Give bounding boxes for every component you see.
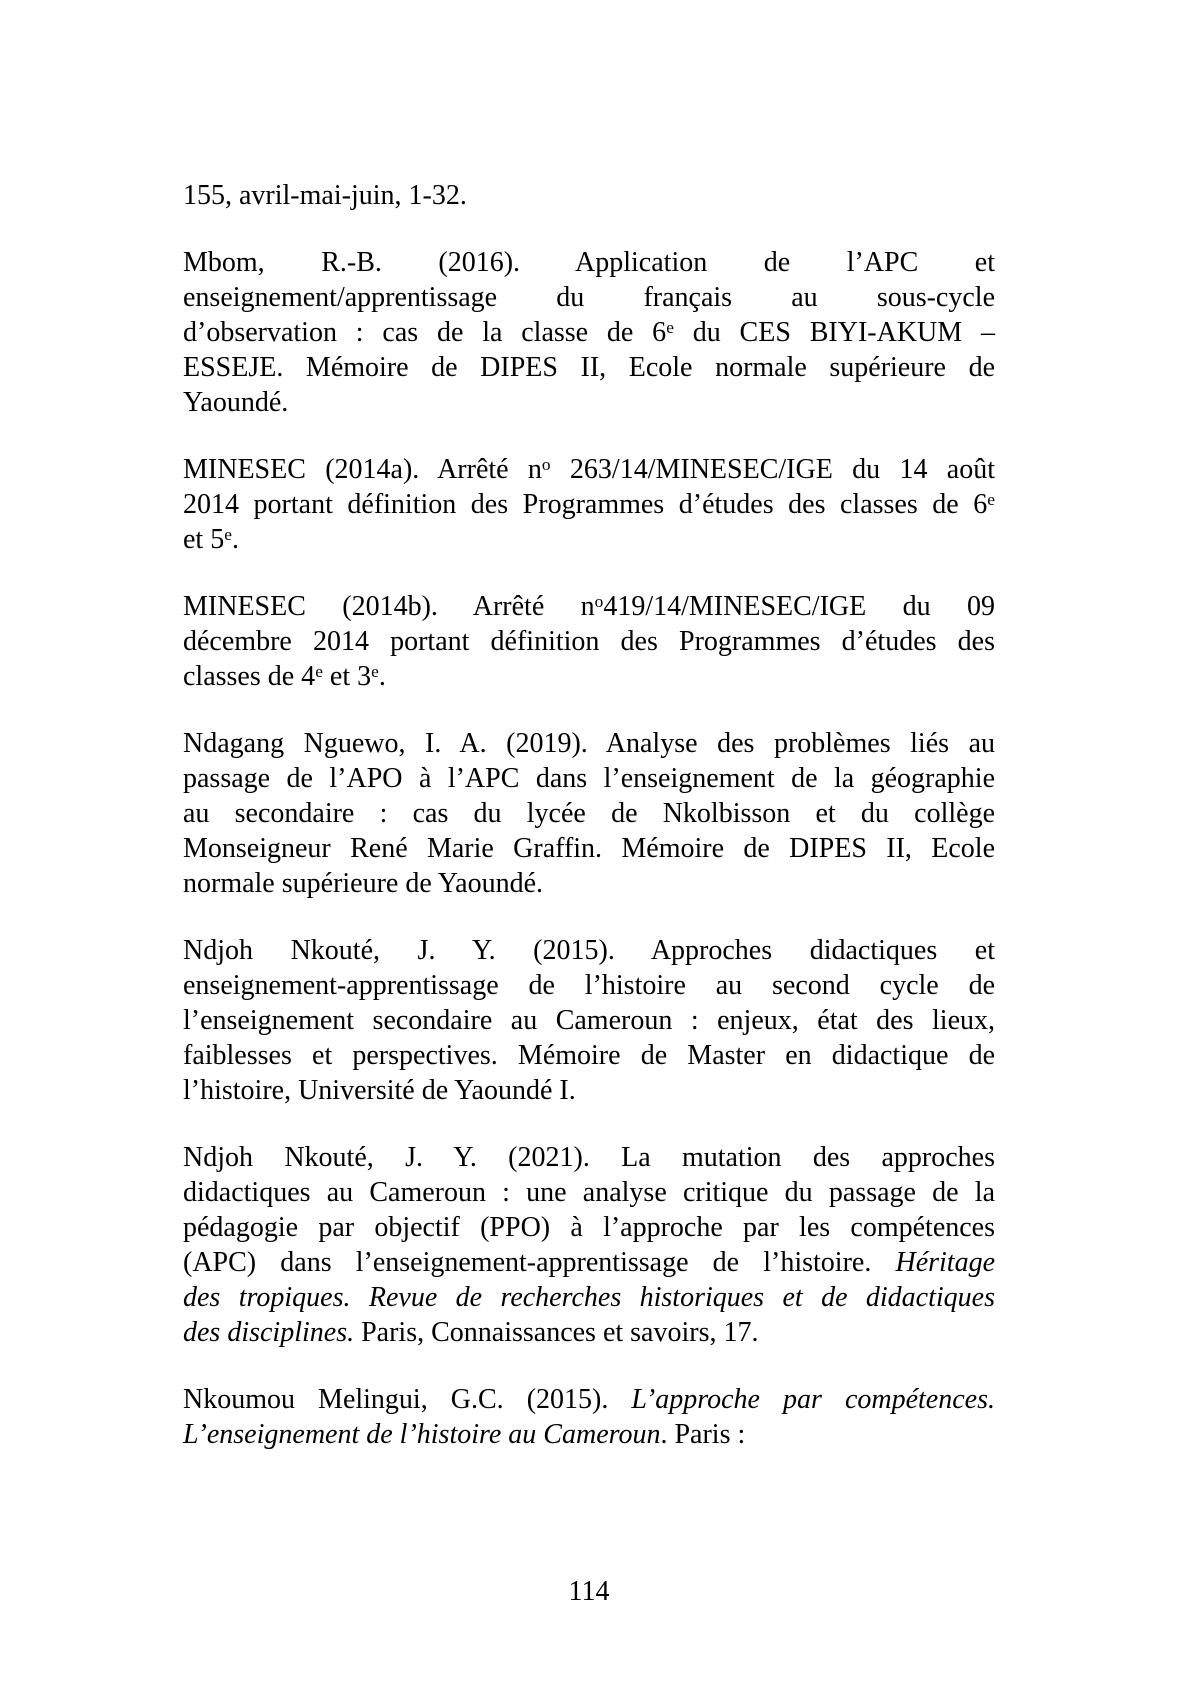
superscript-text: e <box>371 662 379 682</box>
reference-line <box>183 1315 995 1350</box>
text-run: ESSEJE. Mémoire de DIPES II, Ecole normale supérieure de <box>183 352 995 383</box>
text-run: décembre 2014 portant définition des Programmes d’études des <box>183 626 995 657</box>
text-run: . <box>231 524 239 555</box>
text-run: MINESEC (2014b). Arrêté n <box>183 591 595 622</box>
italic-text: des tropiques. Revue de recherches historiques et de didactiques <box>183 1282 995 1313</box>
reference-paragraph <box>183 1140 995 1350</box>
text-run: normale supérieure de Yaoundé. <box>183 868 544 899</box>
text-run: 263/14/MINESEC/IGE du 14 août <box>550 454 996 485</box>
reference-line <box>183 796 995 831</box>
reference-paragraph <box>183 452 995 557</box>
italic-text: L’approche par compétences. <box>631 1384 995 1415</box>
text-run: 2014 portant définition des Programmes d’études des classes de 6 <box>183 489 988 520</box>
superscript-text: e <box>666 318 674 338</box>
reference-line <box>183 1038 995 1073</box>
reference-line <box>183 452 995 487</box>
reference-line <box>183 1417 995 1452</box>
italic-text: Héritage <box>895 1247 995 1278</box>
reference-line <box>183 245 995 280</box>
text-run: MINESEC (2014a). Arrêté n <box>183 454 542 485</box>
superscript-text: e <box>224 525 232 545</box>
text-run: . Paris : <box>660 1419 746 1450</box>
reference-line <box>183 1073 995 1108</box>
text-run: classes de 4 <box>183 661 316 692</box>
reference-line <box>183 933 995 968</box>
text-run: Mbom, R.-B. (2016). Application de l’APC et <box>183 247 995 278</box>
reference-line <box>183 1245 995 1280</box>
reference-line <box>183 726 995 761</box>
reference-line <box>183 624 995 659</box>
text-run: l’histoire, Université de Yaoundé I. <box>183 1075 576 1106</box>
reference-line <box>183 522 995 557</box>
superscript-text: e <box>315 662 323 682</box>
text-run: enseignement/apprentissage du français au sous-cycle <box>183 282 995 313</box>
text-run: d’observation : cas de la classe de 6 <box>183 317 667 348</box>
reference-paragraph <box>183 1382 995 1452</box>
superscript-text: o <box>594 592 604 612</box>
reference-line <box>183 385 995 420</box>
reference-line <box>183 350 995 385</box>
text-run: didactiques au Cameroun : une analyse critique du passage de la <box>183 1177 995 1208</box>
reference-paragraph <box>183 245 995 420</box>
text-run: Ndagang Nguewo, I. A. (2019). Analyse des problèmes liés au <box>183 728 995 759</box>
text-run: Yaoundé. <box>183 387 289 418</box>
reference-line <box>183 589 995 624</box>
reference-line <box>183 178 995 213</box>
text-run: passage de l’APO à l’APC dans l’enseignement de la géographie <box>183 763 995 794</box>
text-run: . <box>378 661 386 692</box>
text-run: Monseigneur René Marie Graffin. Mémoire de DIPES II, Ecole <box>183 833 995 864</box>
text-run: l’enseignement secondaire au Cameroun : enjeux, état des lieux, <box>183 1005 995 1036</box>
superscript-text: e <box>987 490 995 510</box>
text-run: enseignement-apprentissage de l’histoire au second cycle de <box>183 970 995 1001</box>
text-run: au secondaire : cas du lycée de Nkolbisson et du collège <box>183 798 995 829</box>
text-run: et 3 <box>322 661 372 692</box>
text-run: faiblesses et perspectives. Mémoire de Master en didactique de <box>183 1040 995 1071</box>
reference-line <box>183 866 995 901</box>
references-list <box>183 178 995 1452</box>
reference-line <box>183 659 995 694</box>
reference-line <box>183 1003 995 1038</box>
reference-line <box>183 1382 995 1417</box>
text-run: du CES BIYI-AKUM – <box>673 317 995 348</box>
text-run: (APC) dans l’enseignement-apprentissage de l’histoire. <box>183 1247 896 1278</box>
superscript-text: o <box>541 455 551 475</box>
reference-line <box>183 1175 995 1210</box>
reference-line <box>183 1280 995 1315</box>
reference-paragraph <box>183 178 995 213</box>
italic-text: L’enseignement de l’histoire au Cameroun <box>183 1419 661 1450</box>
reference-line <box>183 315 995 350</box>
page-number: 114 <box>568 1576 610 1607</box>
text-run: 419/14/MINESEC/IGE du 09 <box>603 591 995 622</box>
reference-paragraph <box>183 933 995 1108</box>
text-run: 155, avril-mai-juin, 1-32. <box>183 180 467 211</box>
reference-line <box>183 1210 995 1245</box>
reference-line <box>183 487 995 522</box>
reference-paragraph <box>183 726 995 901</box>
text-run: Ndjoh Nkouté, J. Y. (2021). La mutation des approches <box>183 1142 995 1173</box>
reference-line <box>183 968 995 1003</box>
text-run: pédagogie par objectif (PPO) à l’approche par les compétences <box>183 1212 995 1243</box>
reference-line <box>183 280 995 315</box>
text-run: et 5 <box>183 524 225 555</box>
text-run: Ndjoh Nkouté, J. Y. (2015). Approches didactiques et <box>183 935 995 966</box>
text-run: Nkoumou Melingui, G.C. (2015). <box>183 1384 632 1415</box>
reference-line <box>183 1140 995 1175</box>
reference-line <box>183 831 995 866</box>
italic-text: des disciplines. <box>183 1317 355 1348</box>
text-run: Paris, Connaissances et savoirs, 17. <box>354 1317 759 1348</box>
reference-paragraph <box>183 589 995 694</box>
reference-line <box>183 761 995 796</box>
